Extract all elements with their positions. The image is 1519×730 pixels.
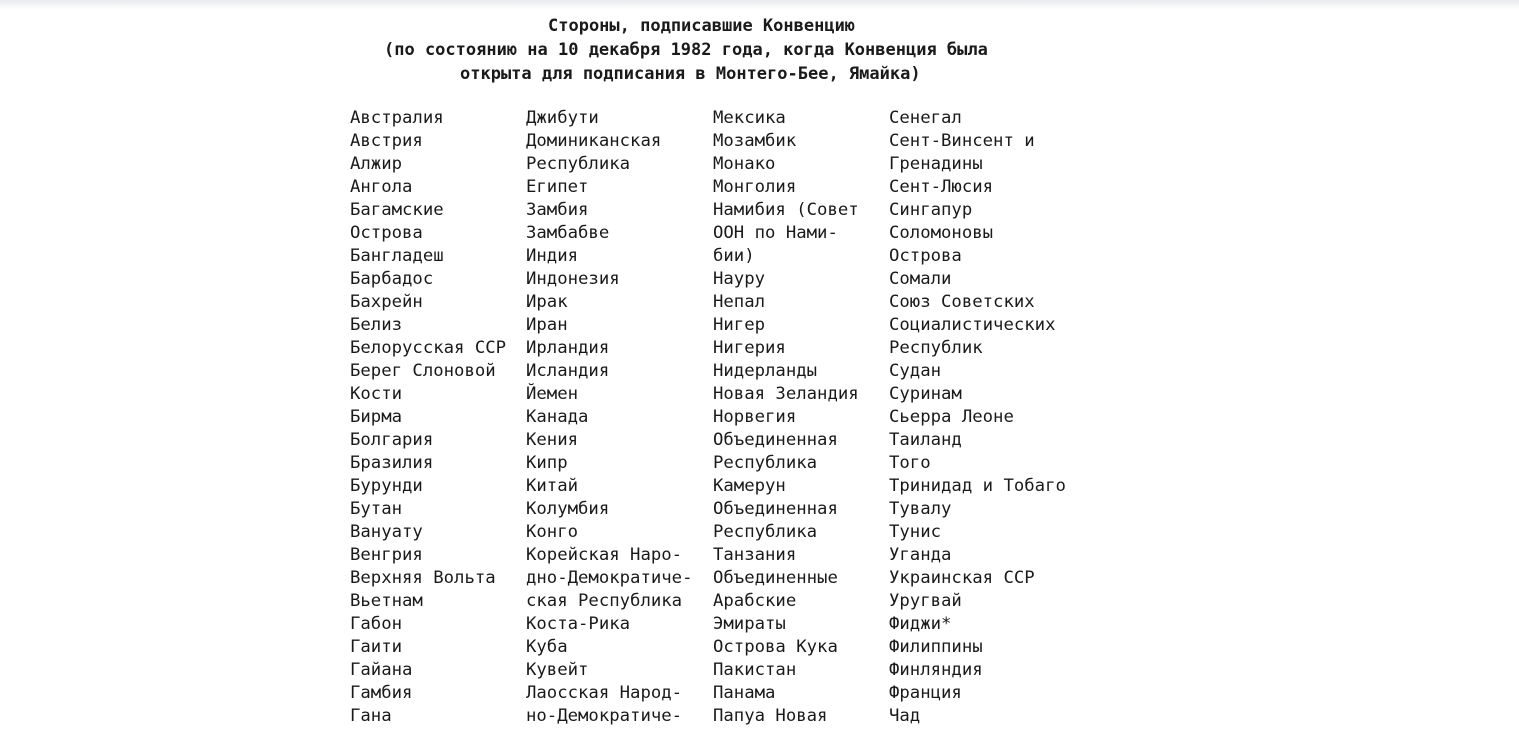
signatory-entry: Судан — [889, 361, 942, 381]
signatory-entry: Берег Слоновой — [350, 361, 496, 381]
signatory-entry: но-Демократиче- — [526, 706, 683, 726]
signatory-entry: Гайана — [350, 660, 413, 680]
signatory-entry: Венгрия — [350, 545, 423, 565]
signatory-entry: Франция — [889, 683, 962, 703]
signatory-entry: Белиз — [350, 315, 403, 335]
signatory-entry: Индия — [526, 246, 579, 266]
signatory-entry: Ангола — [350, 177, 413, 197]
signatory-entry: ская Республика — [526, 591, 683, 611]
signatory-entry: Джибути — [526, 108, 599, 128]
signatory-entry: Коста-Рика — [526, 614, 631, 634]
signatory-entry: Сенегал — [889, 108, 962, 128]
signatory-entry: Гамбия — [350, 683, 413, 703]
signatory-entry: Уругвай — [889, 591, 962, 611]
signatory-entry: Эмираты — [713, 614, 786, 634]
signatory-entry: Австралия — [350, 108, 444, 128]
signatory-entry: Китай — [526, 476, 579, 496]
signatory-entry: Лаосская Народ- — [526, 683, 683, 703]
signatory-entry: Социалистических — [889, 315, 1056, 335]
signatory-entry: Танзания — [713, 545, 797, 565]
signatory-entry: ООН по Нами- — [713, 223, 838, 243]
signatory-entry: Нигерия — [713, 338, 786, 358]
signatory-column-1 — [350, 107, 506, 728]
signatory-entry: Новая Зеландия — [713, 384, 859, 404]
signatory-entry: Верхняя Вольта — [350, 568, 496, 588]
signatory-entry: Колумбия — [526, 499, 610, 519]
signatory-entry: Бангладеш — [350, 246, 444, 266]
signatory-entry: Болгария — [350, 430, 434, 450]
signatory-entry: Ирак — [526, 292, 568, 312]
signatory-entry: Тувалу — [889, 499, 952, 519]
signatory-entry: Алжир — [350, 154, 403, 174]
signatory-column-3 — [713, 107, 859, 728]
signatory-entry: Вануату — [350, 522, 423, 542]
signatory-entry: Монако — [713, 154, 776, 174]
signatory-entry: Намибия (Совет — [713, 200, 859, 220]
signatory-entry: дно-Демократиче- — [526, 568, 693, 588]
signatory-entry: Вьетнам — [350, 591, 423, 611]
signatory-entry: Науру — [713, 269, 766, 289]
signatory-entry: Объединенная — [713, 430, 838, 450]
signatory-entry: Белорусская ССР — [350, 338, 507, 358]
signatory-entry: Австрия — [350, 131, 423, 151]
signatory-entry: Уганда — [889, 545, 952, 565]
signatory-entry: Мозамбик — [713, 131, 797, 151]
signatory-entry: Республика — [713, 522, 818, 542]
signatory-entry: Нидерланды — [713, 361, 818, 381]
signatory-entry: Норвегия — [713, 407, 797, 427]
signatory-entry: Острова — [350, 223, 423, 243]
signatory-entry: бии) — [713, 246, 755, 266]
signatory-entry: Сент-Винсент и — [889, 131, 1035, 151]
heading-line-3: открыта для подписания в Монтего-Бее, Ямайка) — [460, 64, 921, 84]
signatory-entry: Гана — [350, 706, 392, 726]
signatory-entry: Индонезия — [526, 269, 620, 289]
signatory-entry: Йемен — [526, 384, 579, 404]
signatory-entry: Бутан — [350, 499, 403, 519]
signatory-entry: Куба — [526, 637, 568, 657]
signatory-entry: Сент-Люсия — [889, 177, 994, 197]
signatory-entry: Канада — [526, 407, 589, 427]
heading-line-2: (по состоянию на 10 декабря 1982 года, когда Конвенция была — [384, 40, 988, 60]
signatory-entry: Чад — [889, 706, 921, 726]
signatory-entry: Нигер — [713, 315, 766, 335]
signatory-entry: Республика — [526, 154, 631, 174]
signatory-entry: Замбабве — [526, 223, 610, 243]
signatory-entry: Кувейт — [526, 660, 589, 680]
signatory-entry: Сингапур — [889, 200, 973, 220]
signatory-column-2 — [526, 107, 692, 728]
signatory-entry: Суринам — [889, 384, 962, 404]
signatory-entry: Кости — [350, 384, 403, 404]
signatory-entry: Гаити — [350, 637, 403, 657]
signatory-entry: Сьерра Леоне — [889, 407, 1014, 427]
signatory-entry: Корейская Наро- — [526, 545, 683, 565]
signatory-entry: Багамские — [350, 200, 444, 220]
signatory-entry: Тунис — [889, 522, 942, 542]
signatory-entry: Исландия — [526, 361, 610, 381]
signatory-entry: Папуа Новая — [713, 706, 828, 726]
signatory-entry: Арабские — [713, 591, 797, 611]
signatory-entry: Республика — [713, 453, 818, 473]
signatory-entry: Кения — [526, 430, 579, 450]
signatory-entry: Пакистан — [713, 660, 797, 680]
signatory-entry: Мексика — [713, 108, 786, 128]
signatory-list — [350, 107, 1110, 727]
signatory-entry: Украинская ССР — [889, 568, 1035, 588]
signatory-entry: Конго — [526, 522, 579, 542]
signatory-entry: Сомали — [889, 269, 952, 289]
signatory-entry: Таиланд — [889, 430, 962, 450]
signatory-entry: Панама — [713, 683, 776, 703]
signatory-entry: Замбия — [526, 200, 589, 220]
document-body — [350, 14, 1110, 727]
signatory-entry: Барбадос — [350, 269, 434, 289]
document-heading — [350, 14, 1110, 86]
signatory-entry: Иран — [526, 315, 568, 335]
signatory-column-4 — [889, 107, 1066, 728]
signatory-entry: Камерун — [713, 476, 786, 496]
signatory-entry: Габон — [350, 614, 403, 634]
signatory-entry: Гренадины — [889, 154, 983, 174]
signatory-entry: Фиджи* — [889, 614, 952, 634]
signatory-entry: Финляндия — [889, 660, 983, 680]
signatory-entry: Объединенная — [713, 499, 838, 519]
signatory-entry: Бразилия — [350, 453, 434, 473]
signatory-entry: Кипр — [526, 453, 568, 473]
signatory-entry: Египет — [526, 177, 589, 197]
heading-line-1: Стороны, подписавшие Конвенцию — [548, 16, 856, 36]
signatory-entry: Ирландия — [526, 338, 610, 358]
signatory-entry: Объединенные — [713, 568, 838, 588]
top-edge-shadow — [0, 0, 1519, 10]
signatory-entry: Республик — [889, 338, 983, 358]
signatory-entry: Соломоновы — [889, 223, 994, 243]
signatory-entry: Острова Кука — [713, 637, 838, 657]
signatory-entry: Того — [889, 453, 931, 473]
signatory-entry: Непал — [713, 292, 766, 312]
signatory-entry: Союз Советских — [889, 292, 1035, 312]
signatory-entry: Монголия — [713, 177, 797, 197]
signatory-entry: Бурунди — [350, 476, 423, 496]
signatory-entry: Бирма — [350, 407, 403, 427]
signatory-entry: Острова — [889, 246, 962, 266]
signatory-entry: Доминиканская — [526, 131, 662, 151]
signatory-entry: Тринидад и Тобаго — [889, 476, 1066, 496]
signatory-entry: Бахрейн — [350, 292, 423, 312]
signatory-entry: Филиппины — [889, 637, 983, 657]
